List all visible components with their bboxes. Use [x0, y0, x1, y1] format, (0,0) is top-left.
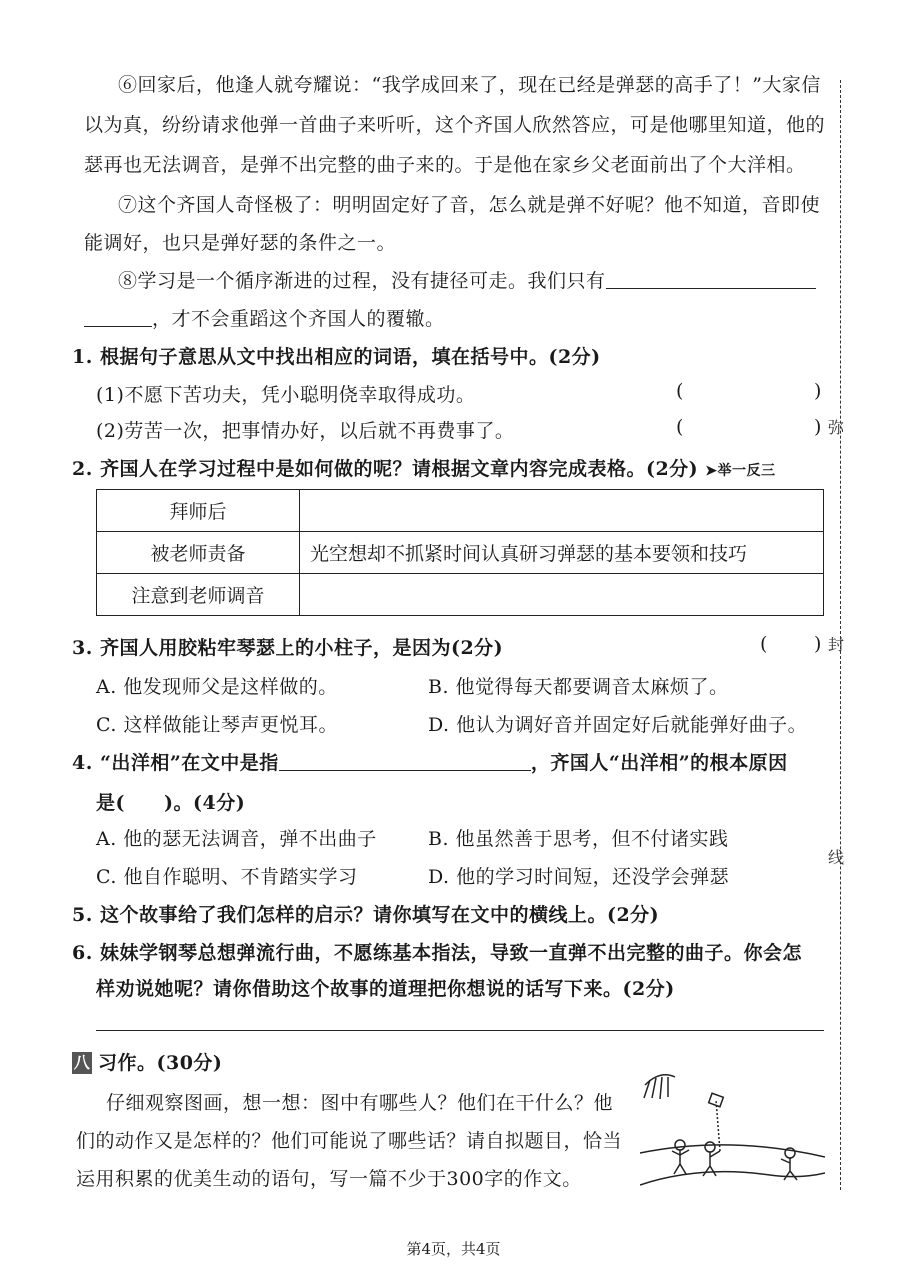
question-1-2: (2)劳苦一次，把事情办好，以后就不再费事了。	[96, 420, 515, 442]
question-6-line2: 样劝说她呢？请你借助这个故事的道理把你想说的话写下来。(2分)	[96, 978, 675, 1000]
margin-char-xian: 线	[828, 848, 845, 867]
answer-table	[96, 489, 824, 616]
path-line	[640, 1172, 825, 1185]
table-header-cell: 拜师后	[97, 490, 300, 532]
table-answer-cell[interactable]	[300, 490, 824, 532]
question-4-line1	[72, 748, 907, 775]
q4-option-d[interactable]: D. 他的学习时间短，还没学会弹瑟	[428, 866, 730, 888]
passage-p8-text2: ，才不会重蹈这个齐国人的覆辙。	[152, 308, 445, 330]
q3-option-d[interactable]: D. 他认为调好音并固定好后就能弹好曲子。	[428, 714, 808, 736]
margin-char-mi: 弥	[828, 418, 845, 437]
q1-1-open-paren[interactable]: (	[676, 380, 684, 402]
table-row	[97, 490, 824, 532]
child-body	[672, 1150, 689, 1174]
table-row	[97, 532, 824, 574]
q1-1-close-paren: )	[814, 380, 822, 402]
question-5: 5. 这个故事给了我们怎样的启示？请你填写在文中的横线上。(2分)	[72, 904, 660, 926]
passage-p6-line1: ⑥回家后，他逢人就夸耀说：“我学成回来了，现在已经是弹瑟的高手了！”大家信	[118, 74, 821, 96]
section-number-badge: 八	[73, 1053, 91, 1072]
q3-open-paren[interactable]: (	[760, 633, 768, 655]
passage-p6-line3: 瑟再也无法调音，是弹不出完整的曲子来的。于是他在家乡父老面前出了个大洋相。	[84, 154, 806, 176]
kite-icon	[709, 1093, 724, 1107]
q1-2-close-paren: )	[814, 416, 822, 438]
q1-2-open-paren[interactable]: (	[676, 416, 684, 438]
margin-char-feng: 封	[828, 635, 845, 654]
page-footer: 第4页，共4页	[406, 1240, 501, 1258]
answer-blank-q4[interactable]	[279, 752, 531, 771]
table-answer-cell[interactable]	[300, 574, 824, 616]
tag-triangle-icon: ➤	[705, 463, 718, 479]
passage-p8-line1	[118, 266, 907, 293]
table-value-cell: 光空想却不抓紧时间认真研习弹瑟的基本要领和技巧	[300, 532, 824, 574]
q4-option-a[interactable]: A. 他的瑟无法调音，弹不出曲子	[96, 828, 377, 850]
passage-p6-line2: 以为真，纷纷请求他弹一首曲子来听听，这个齐国人欣然答应，可是他哪里知道，他的	[84, 114, 826, 136]
question-3: 3. 齐国人用胶粘牢琴瑟上的小柱子，是因为(2分)	[72, 637, 504, 659]
writing-line2: 们的动作又是怎样的？他们可能说了哪些话？请自拟题目，恰当	[76, 1130, 623, 1152]
question-4-text: 4. “出洋相”在文中是指	[72, 752, 279, 774]
question-2	[72, 454, 907, 481]
q3-option-c[interactable]: C. 这样做能让琴声更悦耳。	[96, 714, 338, 736]
horizon-line	[640, 1145, 825, 1157]
question-4-text-b: ，齐国人“出洋相”的根本原因	[530, 752, 788, 774]
section-writing-title: 习作。(30分)	[98, 1052, 223, 1074]
q3-option-a[interactable]: A. 他发现师父是这样做的。	[96, 676, 338, 698]
table-row	[97, 574, 824, 616]
q3-option-b[interactable]: B. 他觉得每天都要调音太麻烦了。	[428, 676, 729, 698]
child-head	[675, 1140, 685, 1150]
question-6-line1: 6. 妹妹学钢琴总想弹流行曲，不愿练基本指法，导致一直弹不出完整的曲子。你会怎	[72, 942, 802, 964]
writing-line3: 运用积累的优美生动的语句，写一篇不少于300字的作文。	[76, 1168, 582, 1190]
answer-line-q6[interactable]	[96, 1030, 824, 1031]
kite-string	[716, 1100, 720, 1151]
passage-p8-line2	[84, 304, 907, 331]
q3-close-paren: )	[814, 633, 822, 655]
willow-leaves	[644, 1077, 668, 1099]
table-header-cell: 注意到老师调音	[97, 574, 300, 616]
q4-option-b[interactable]: B. 他虽然善于思考，但不付诸实践	[428, 828, 729, 850]
answer-blank-p8[interactable]	[606, 270, 816, 289]
answer-blank-p8-cont[interactable]	[84, 308, 152, 327]
writing-line1: 仔细观察图画，想一想：图中有哪些人？他们在干什么？他	[106, 1092, 614, 1114]
q4-option-c[interactable]: C. 他自作聪明、不肯踏实学习	[96, 866, 358, 888]
passage-p7-line2: 能调好，也只是弹好瑟的条件之一。	[84, 232, 397, 254]
question-1-1: (1)不愿下苦功夫，凭小聪明侥幸取得成功。	[96, 384, 476, 406]
passage-p7-line1: ⑦这个齐国人奇怪极了：明明固定好了音，怎么就是弹不好呢？他不知道，音即使	[118, 194, 821, 216]
question-4-line2: 是( )。(4分)	[96, 792, 246, 814]
question-2-tag: 举一反三	[717, 463, 776, 479]
passage-p8-text: ⑧学习是一个循序渐进的过程，没有捷径可走。我们只有	[118, 270, 606, 292]
child-head	[705, 1142, 715, 1152]
table-header-cell: 被老师责备	[97, 532, 300, 574]
kite-flying-illustration	[640, 1065, 825, 1200]
question-1: 1. 根据句子意思从文中找出相应的词语，填在括号中。(2分)	[72, 346, 601, 368]
question-2-text: 2. 齐国人在学习过程中是如何做的呢？请根据文章内容完成表格。(2分)	[72, 458, 699, 480]
